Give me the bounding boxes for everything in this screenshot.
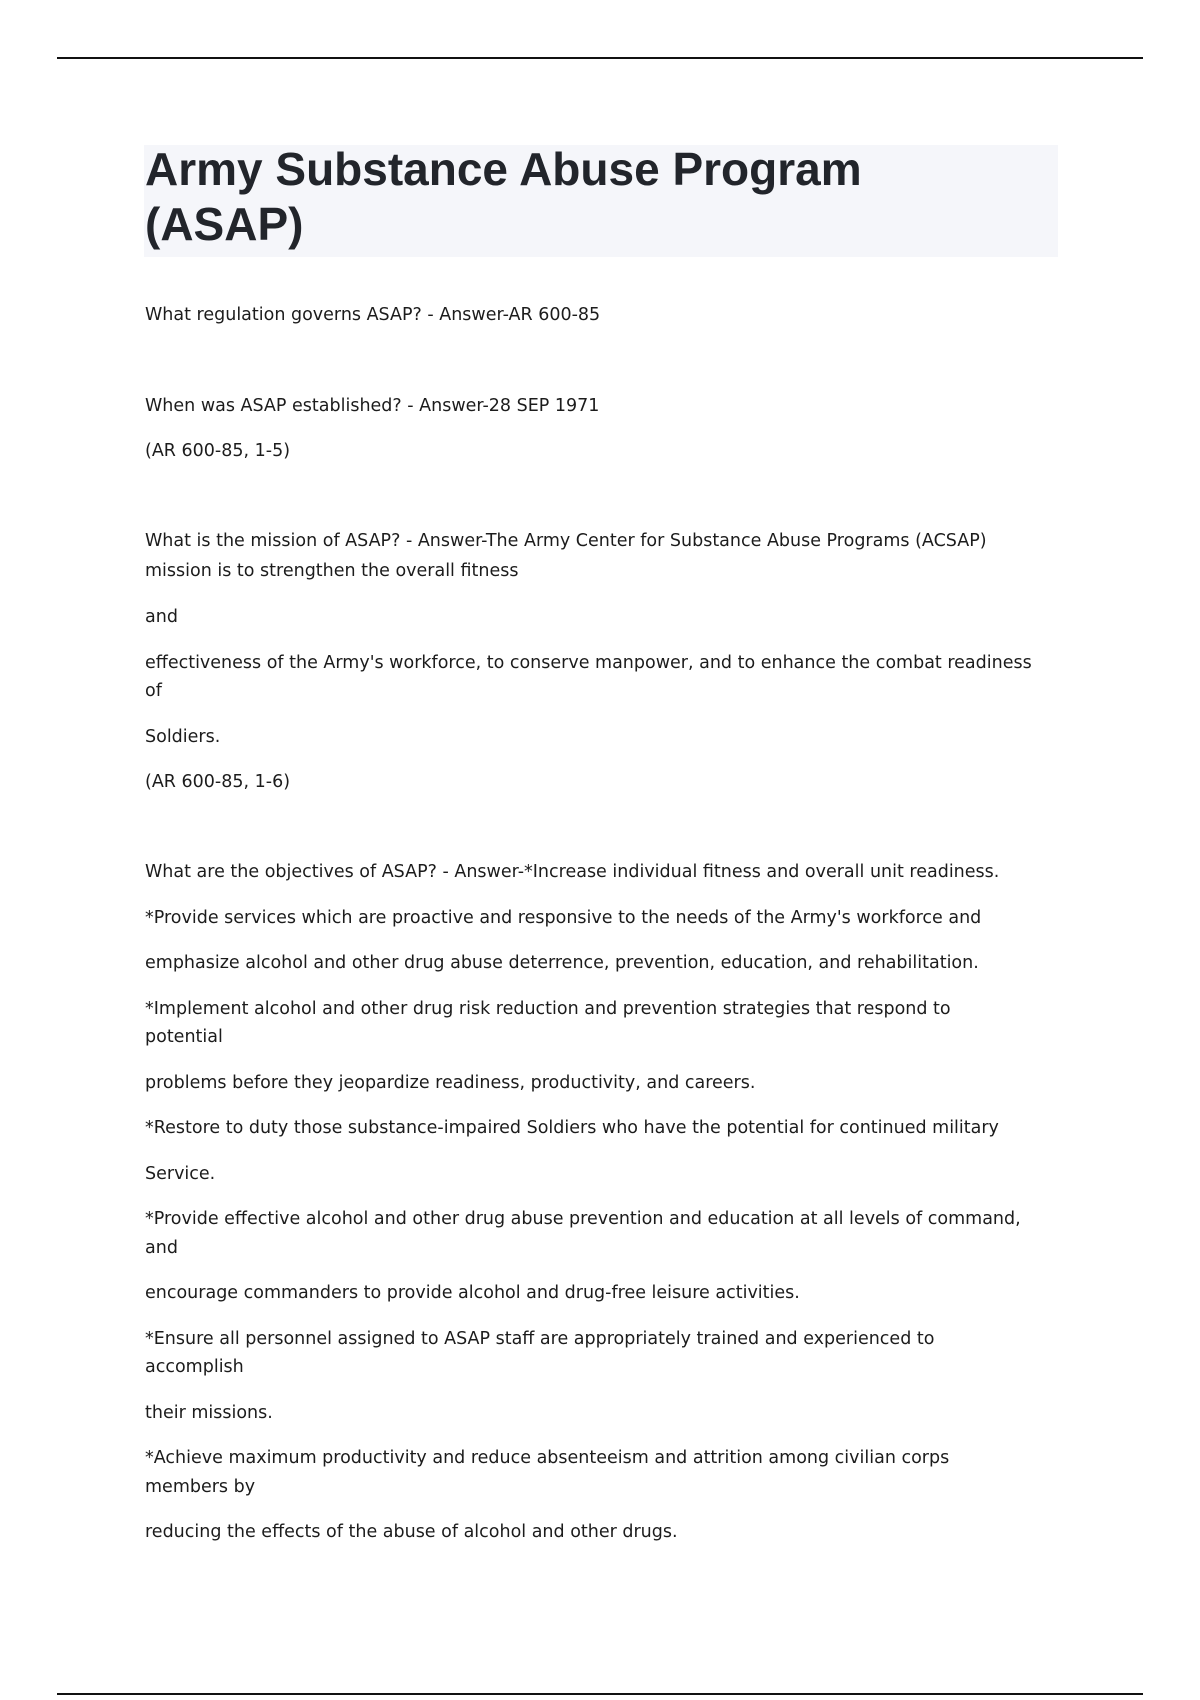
q4-question: What are the objectives of ASAP? - Answer-*Increase individual fitness and overall unit readiness.	[145, 862, 1000, 882]
q3-reference: (AR 600-85, 1-6)	[145, 772, 291, 792]
q4-answer-line: *Restore to duty those substance-impaired Soldiers who have the potential for continued military	[145, 1118, 999, 1138]
q4-answer-line: problems before they jeopardize readiness, productivity, and careers.	[145, 1073, 756, 1093]
q4-answer-line: Service.	[145, 1164, 216, 1184]
q4-answer-line: members by	[145, 1477, 256, 1497]
q4-answer-line: emphasize alcohol and other drug abuse deterrence, prevention, education, and rehabilitation.	[145, 953, 979, 973]
q3-answer-line: effectiveness of the Army's workforce, to conserve manpower, and to enhance the combat readiness	[145, 653, 1032, 673]
q2-question: When was ASAP established? - Answer-28 SEP 1971	[145, 396, 600, 416]
q4-answer-line: their missions.	[145, 1403, 273, 1423]
page-title	[145, 142, 1045, 252]
q4-answer-line: *Provide services which are proactive and responsive to the needs of the Army's workforce and	[145, 908, 982, 928]
q2-reference: (AR 600-85, 1-5)	[145, 441, 291, 461]
q1-question: What regulation governs ASAP? - Answer-AR 600-85	[145, 305, 601, 325]
q3-answer-line: of	[145, 681, 162, 701]
q3-answer-line: mission is to strengthen the overall fitness	[145, 561, 519, 581]
top-rule	[57, 57, 1143, 59]
page-title-line-2: (ASAP)	[145, 198, 304, 250]
page-title-line-1: Army Substance Abuse Program	[145, 143, 862, 195]
q4-answer-line: *Implement alcohol and other drug risk reduction and prevention strategies that respond to	[145, 999, 951, 1019]
q4-answer-line: and	[145, 1238, 178, 1258]
q4-answer-line: accomplish	[145, 1357, 244, 1377]
q4-answer-line: *Achieve maximum productivity and reduce absenteeism and attrition among civilian corps	[145, 1448, 950, 1468]
q4-answer-line: *Provide effective alcohol and other drug abuse prevention and education at all levels of command,	[145, 1209, 1021, 1229]
q3-answer-line: and	[145, 607, 178, 627]
q3-answer-line: Soldiers.	[145, 727, 221, 747]
q4-answer-line: potential	[145, 1027, 223, 1047]
q3-question: What is the mission of ASAP? - Answer-The Army Center for Substance Abuse Programs (ACSAP)	[145, 531, 987, 551]
bottom-rule	[57, 1693, 1143, 1695]
q4-answer-line: encourage commanders to provide alcohol and drug-free leisure activities.	[145, 1283, 800, 1303]
q4-answer-line: reducing the effects of the abuse of alcohol and other drugs.	[145, 1522, 678, 1542]
q4-answer-line: *Ensure all personnel assigned to ASAP staff are appropriately trained and experienced to	[145, 1329, 935, 1349]
